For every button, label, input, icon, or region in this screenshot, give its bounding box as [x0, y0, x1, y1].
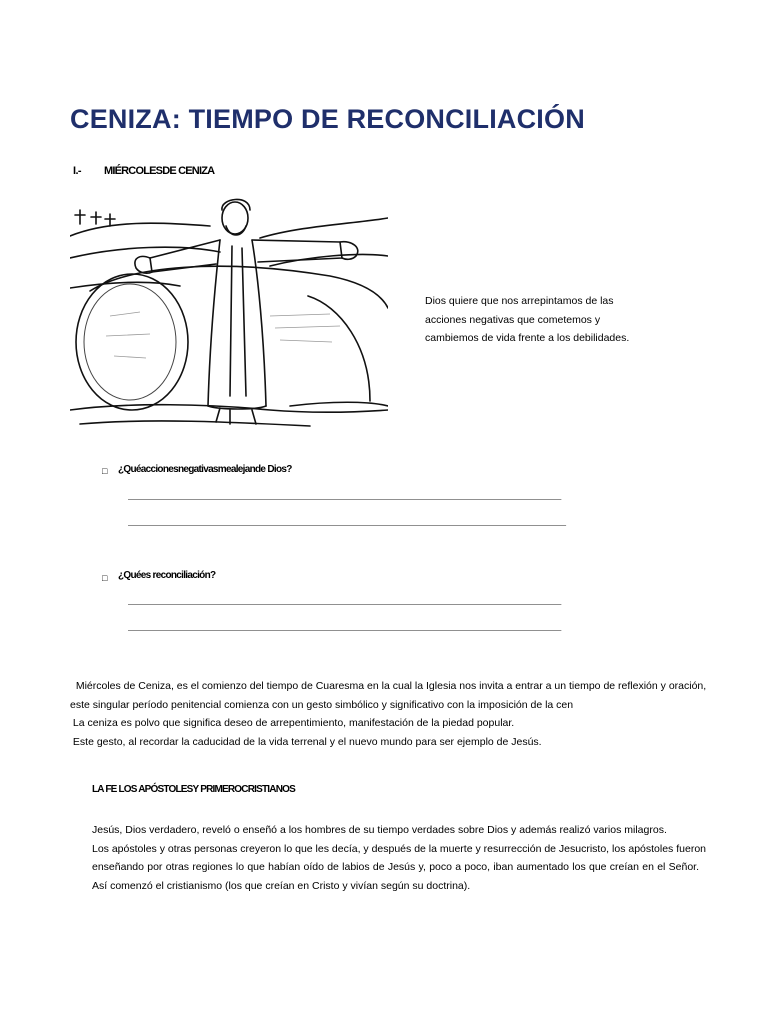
checkbox-bullet: □ — [102, 573, 108, 583]
paragraph-line: Este gesto, al recordar la caducidad de la vida terrenal y el nuevo mundo para ser ejemplo de Jesús. — [70, 735, 542, 748]
intro-line: Dios quiere que nos arrepintamos de las — [425, 295, 614, 307]
checkbox-bullet: □ — [102, 466, 108, 476]
paragraph-line: Los apóstoles y otras personas creyeron lo que les decía, y después de la muerte y resurrección de Jesucristo, los apóstoles fueron — [92, 842, 706, 855]
answer-line[interactable]: _____________________________________________________________________________________________ — [128, 621, 561, 631]
section-heading-2: LA FE LOS APÓSTOLESY PRIMEROCRISTIANOS — [92, 784, 295, 795]
answer-line[interactable]: _____________________________________________________________________________________________ — [128, 595, 561, 605]
question-1: ¿Quéaccionesnegativasmealejande Dios? — [118, 464, 292, 475]
paragraph-line: La ceniza es polvo que significa deseo de arrepentimiento, manifestación de la piedad popular. — [70, 717, 515, 729]
answer-line[interactable]: ______________________________________________________________________________________________ — [128, 516, 566, 526]
paragraph-line: Miércoles de Ceniza, es el comienzo del tiempo de Cuaresma en la cual la Iglesia nos invita a entrar a un tiempo de reflexión y oración, — [70, 680, 707, 692]
section-number: I.- — [73, 165, 81, 177]
paragraph-line: este singular período penitencial comienza con un gesto simbólico y significativo con la imposición de la cen — [70, 698, 574, 711]
section-heading: MIÉRCOLESDE CENIZA — [104, 165, 215, 177]
jesus-tomb-illustration — [70, 196, 388, 434]
page-title: CENIZA: TIEMPO DE RECONCILIACIÓN — [70, 104, 585, 134]
question-2: ¿Quées reconciliación? — [118, 570, 216, 581]
paragraph-line: Así comenzó el cristianismo (los que creían en Cristo y vivían según su doctrina). — [92, 879, 471, 892]
paragraph-line: enseñando por otras regiones lo que habían oído de labios de Jesús y, poco a poco, iban aumentado los que creían en el Señor. — [92, 861, 699, 873]
answer-line[interactable]: _____________________________________________________________________________________________ — [128, 490, 561, 500]
paragraph-apostles — [92, 821, 706, 895]
intro-text — [425, 292, 655, 348]
intro-line: acciones negativas que cometemos y — [425, 313, 601, 326]
intro-line: cambiemos de vida frente a los debilidades. — [425, 332, 630, 344]
paragraph-ash-wednesday — [70, 677, 706, 751]
paragraph-line: Jesús, Dios verdadero, reveló o enseñó a los hombres de su tiempo verdades sobre Dios y además realizó varios milagros. — [92, 824, 667, 836]
